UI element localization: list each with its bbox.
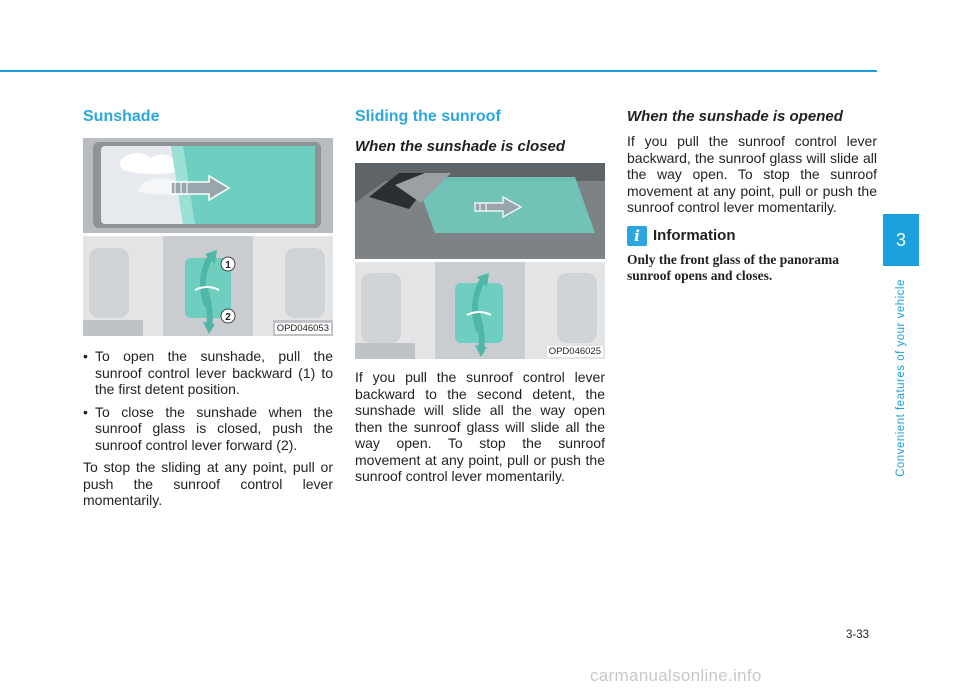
opened-column (627, 108, 877, 284)
information-box-header (627, 226, 877, 246)
sunshade-figure (83, 138, 333, 336)
chapter-title: Convenient features of your vehicle (895, 279, 907, 477)
callout-1: 1 (225, 260, 231, 271)
bullet-open: • To open the sunshade, pull the sunroof control lever backward (1) to the first detent position. (83, 348, 333, 398)
opened-subheading: When the sunshade is opened (627, 108, 843, 125)
opened-paragraph: If you pull the sunroof control lever backward, the sunroof glass will slide all the way open. To stop the sunroof movement at any point, pull or push the sunroof control lever momentarily. (627, 133, 877, 215)
figure-code: OPD046053 (276, 323, 329, 334)
bullet-close: • To close the sunshade when the sunroof glass is closed, push the sunroof control lever forward (2). (83, 404, 333, 454)
chapter-tab: 3 (883, 214, 919, 266)
sunshade-bullets (83, 348, 333, 453)
sunshade-heading: Sunshade (83, 108, 160, 125)
page-number: 3-33 (846, 629, 870, 641)
sunshade-column (83, 108, 333, 509)
information-text: Only the front glass of the panorama sunroof opens and closes. (627, 251, 840, 283)
sunshade-paragraph: To stop the sliding at any point, pull or push the sunroof control lever momentarily. (83, 459, 333, 508)
sliding-illustration (355, 163, 605, 359)
info-icon: i (627, 226, 647, 246)
sliding-subheading: When the sunshade is closed (355, 138, 566, 155)
top-rule (0, 70, 877, 72)
callout-2: 2 (225, 312, 231, 323)
sliding-figure (355, 163, 605, 359)
figure-code: OPD046025 (548, 346, 601, 357)
information-title: Information (653, 227, 736, 244)
sunshade-illustration (83, 138, 333, 336)
watermark: carmanualsonline.info (590, 666, 762, 685)
sliding-heading: Sliding the sunroof (355, 108, 501, 125)
sliding-column (355, 108, 605, 485)
sliding-paragraph: If you pull the sunroof control lever backward to the second detent, the sunshade will slide all the way open then the sunroof glass will slide all the way open. To stop the sunroof movement at any point, pull or push the sunroof control lever momentarily. (355, 369, 605, 484)
